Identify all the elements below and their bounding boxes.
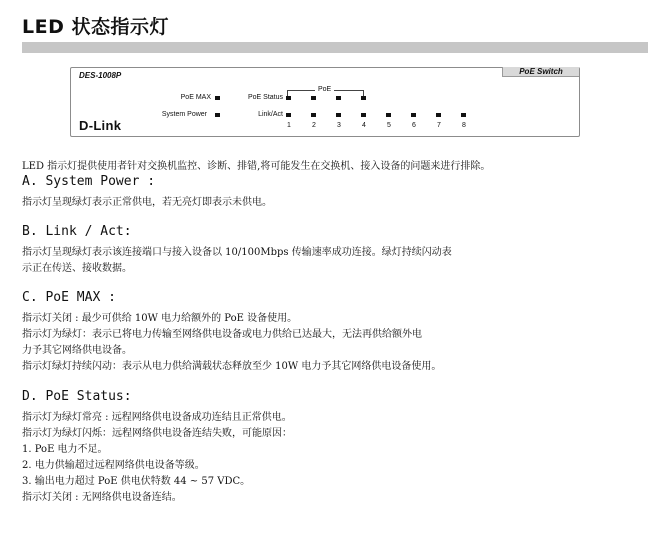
- switch-front-panel: [70, 67, 580, 137]
- link-act-led: [361, 113, 366, 117]
- section-d-heading: D. PoE Status:: [22, 389, 132, 404]
- section-c-line: 指示灯关闭 : 最少可供给 10W 电力给额外的 PoE 设备使用。: [22, 313, 298, 324]
- link-act-led: [336, 113, 341, 117]
- model-label: DES-1008P: [79, 71, 122, 80]
- poe-max-label: PoE MAX: [180, 94, 211, 101]
- section-b-line: 示正在传送、接收数据。: [22, 263, 132, 274]
- link-act-led: [286, 113, 291, 117]
- section-d-line: 指示灯为绿灯常亮 : 远程网络供电设备成功连结且正常供电。: [22, 412, 292, 423]
- section-b-heading: B. Link / Act:: [22, 224, 132, 239]
- link-act-led: [311, 113, 316, 117]
- port-number: 2: [312, 122, 316, 129]
- section-d-line: 指示灯关闭 : 无网络供电设备连结。: [22, 492, 182, 503]
- poe-max-led: [215, 96, 220, 100]
- port-number: 7: [437, 122, 441, 129]
- poe-status-label: PoE Status: [247, 94, 283, 101]
- section-d-line: 3. 输出电力超过 PoE 供电伏特数 44 ~ 57 VDC。: [22, 476, 251, 487]
- port-number: 3: [337, 122, 341, 129]
- section-c-line: 指示灯绿灯持续闪动：表示从电力供给满载状态释放至少 10W 电力予其它网络供电设备使用。: [22, 361, 442, 372]
- poe-status-led: [286, 96, 291, 100]
- poe-switch-tab: PoE Switch: [502, 67, 579, 77]
- section-d-line: 2. 电力供输超过远程网络供电设备等级。: [22, 460, 205, 471]
- section-a-line: 指示灯呈现绿灯表示正常供电，若无亮灯即表示未供电。: [22, 197, 272, 208]
- system-power-label: System Power: [161, 111, 207, 118]
- section-d-line: 1. PoE 电力不足。: [22, 444, 108, 455]
- port-number: 6: [412, 122, 416, 129]
- title-divider: [22, 42, 648, 53]
- poe-status-led: [311, 96, 316, 100]
- port-number: 4: [362, 122, 366, 129]
- link-act-led: [386, 113, 391, 117]
- poe-status-led: [336, 96, 341, 100]
- link-act-led: [436, 113, 441, 117]
- intro-text: LED 指示灯提供使用者针对交换机监控、诊断、排错,将可能发生在交换机、接入设备的问题来进行排除。: [22, 161, 491, 172]
- link-act-label: Link/Act: [258, 111, 283, 118]
- port-number: 1: [287, 122, 291, 129]
- section-c-line: 力予其它网络供电设备。: [22, 345, 132, 356]
- section-b-line: 指示灯呈现绿灯表示该连接端口与接入设备以 10/100Mbps 传输速率成功连接。绿灯持续闪动表: [22, 247, 452, 258]
- page-title: LED 状态指示灯: [22, 16, 169, 38]
- link-act-led: [461, 113, 466, 117]
- section-a-heading: A. System Power :: [22, 174, 156, 189]
- port-number: 5: [387, 122, 391, 129]
- section-c-line: 指示灯为绿灯：表示已将电力传输至网络供电设备或电力供给已达最大，无法再供给额外电: [22, 329, 422, 340]
- link-act-led: [411, 113, 416, 117]
- dlink-logo: D-Link: [79, 118, 122, 133]
- poe-status-led: [361, 96, 366, 100]
- system-power-led: [215, 113, 220, 117]
- section-c-heading: C. PoE MAX :: [22, 290, 116, 305]
- poe-group-label: PoE: [315, 86, 334, 93]
- port-number: 8: [462, 122, 466, 129]
- section-d-line: 指示灯为绿灯闪烁：远程网络供电设备连结失败，可能原因：: [22, 428, 292, 439]
